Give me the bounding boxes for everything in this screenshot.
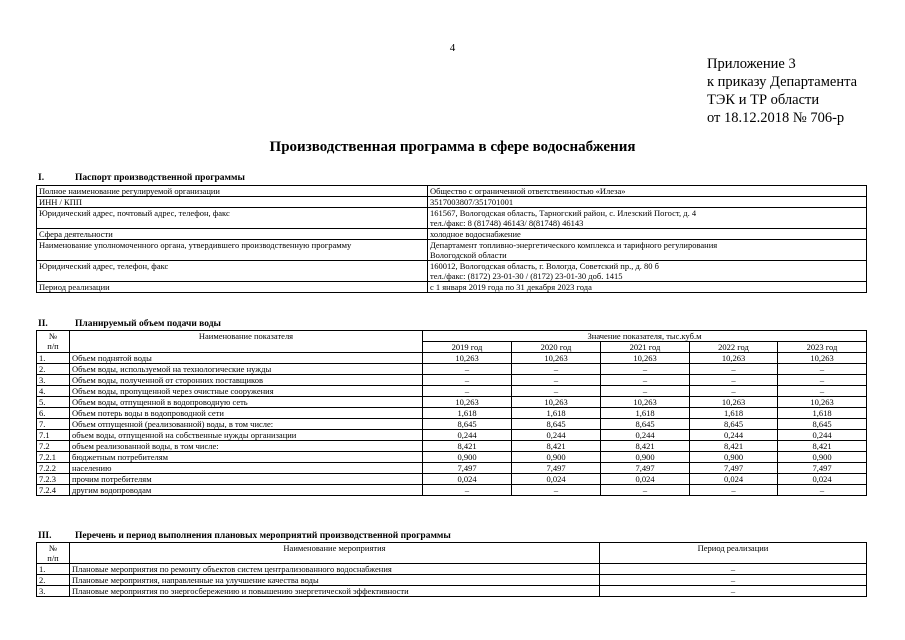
column-header-year: 2022 год [690, 342, 778, 353]
column-header-year: 2019 год [423, 342, 512, 353]
row-period: – [600, 564, 867, 575]
table-header-row [37, 543, 867, 564]
passport-table [36, 185, 867, 293]
row-value: 10,263 [512, 353, 601, 364]
column-header-name: Наименование показателя [70, 331, 423, 353]
document-title: Производственная программа в сфере водоснабжения [269, 139, 636, 155]
row-value: 1,618 [601, 408, 690, 419]
passport-value [428, 229, 867, 240]
section-3-title: Перечень и период выполнения плановых мероприятий производственной программы [75, 531, 451, 541]
row-value: 0,244 [423, 430, 512, 441]
passport-value-line: Департамент топливно-энергетического комплекса и тарифного регулирования [430, 240, 718, 250]
row-number: 7.2 [37, 441, 70, 452]
activities-table [36, 542, 867, 597]
row-value: 8,645 [690, 419, 778, 430]
row-value: – [601, 485, 690, 496]
table-header-row [37, 331, 867, 342]
row-value: 0,244 [778, 430, 867, 441]
passport-value-line: холодное водоснабжение [430, 229, 521, 239]
passport-label: ИНН / КПП [37, 197, 428, 208]
row-value: 8,421 [423, 441, 512, 452]
section-1-heading [38, 173, 245, 183]
row-value: 10,263 [601, 353, 690, 364]
table-row [37, 408, 867, 419]
column-header-year: 2020 год [512, 342, 601, 353]
row-name: Объем воды, полученной от сторонних поставщиков [70, 375, 423, 386]
appendix-line: ТЭК и ТР области [707, 92, 820, 108]
row-value: 10,263 [601, 397, 690, 408]
passport-value [428, 240, 867, 261]
table-row [37, 586, 867, 597]
row-value: 7,497 [778, 463, 867, 474]
row-value: 10,263 [690, 397, 778, 408]
row-value: 7,497 [601, 463, 690, 474]
table-row [37, 375, 867, 386]
table-row [37, 197, 867, 208]
row-name: объем воды, отпущенной на собственные нужды организации [70, 430, 423, 441]
row-value: 0,900 [690, 452, 778, 463]
row-number: 3. [37, 586, 70, 597]
row-number: 7.2.2 [37, 463, 70, 474]
row-name: Объем воды, отпущенной в водопроводную сеть [70, 397, 423, 408]
row-value: – [512, 386, 601, 397]
row-name: Объем воды, пропущенной через очистные сооружения [70, 386, 423, 397]
row-value: 0,024 [512, 474, 601, 485]
row-value: 8,645 [423, 419, 512, 430]
table-row [37, 282, 867, 293]
table-row [37, 208, 867, 229]
appendix-line: от 18.12.2018 № 706-р [707, 110, 845, 126]
row-value: 10,263 [778, 353, 867, 364]
passport-value [428, 208, 867, 229]
row-name: Плановые мероприятия по энергосбережению и повышению энергетической эффективности [70, 586, 600, 597]
passport-label: Полное наименование регулируемой организации [37, 186, 428, 197]
row-value: – [778, 375, 867, 386]
row-value: – [778, 485, 867, 496]
row-value: 7,497 [512, 463, 601, 474]
passport-value-line: Общество с ограниченной ответственностью «Илеза» [430, 186, 626, 196]
row-value: – [690, 485, 778, 496]
column-header-year: 2023 год [778, 342, 867, 353]
appendix-line: Приложение 3 [707, 56, 796, 72]
row-number: 6. [37, 408, 70, 419]
row-value: 8,421 [690, 441, 778, 452]
column-header-num: № п/п [37, 331, 70, 353]
row-value: – [601, 375, 690, 386]
row-value: 10,263 [423, 353, 512, 364]
row-value: 0,900 [423, 452, 512, 463]
section-2-heading [38, 319, 221, 329]
passport-value-line: 160012, Вологодская область, г. Вологда, Советский пр., д. 80 б [430, 261, 660, 271]
table-row [37, 474, 867, 485]
column-header-num: № п/п [37, 543, 70, 564]
row-value: – [601, 364, 690, 375]
table-row [37, 463, 867, 474]
row-value: 10,263 [423, 397, 512, 408]
row-name: Плановые мероприятия по ремонту объектов систем централизованного водоснабжения [70, 564, 600, 575]
row-name: населению [70, 463, 423, 474]
passport-value-line: тел./факс: (8172) 23-01-30 / (8172) 23-01-30 доб. 1415 [430, 271, 623, 281]
row-name: бюджетным потребителям [70, 452, 423, 463]
row-value: 1,618 [778, 408, 867, 419]
row-value: 0,244 [512, 430, 601, 441]
row-number: 7.2.4 [37, 485, 70, 496]
table-row [37, 240, 867, 261]
passport-value-line: с 1 января 2019 года по 31 декабря 2023 года [430, 282, 592, 292]
section-1-title: Паспорт производственной программы [75, 173, 245, 183]
row-name: Объем потерь воды в водопроводной сети [70, 408, 423, 419]
passport-value [428, 197, 867, 208]
page-number: 4 [449, 42, 456, 54]
row-value: – [690, 386, 778, 397]
table-row [37, 229, 867, 240]
row-value: 10,263 [512, 397, 601, 408]
table-row [37, 452, 867, 463]
row-period: – [600, 575, 867, 586]
section-1-number: I. [38, 173, 45, 183]
row-name: прочим потребителям [70, 474, 423, 485]
row-value: – [512, 485, 601, 496]
passport-value-line: Вологодской области [430, 250, 507, 260]
appendix-block [707, 55, 857, 127]
row-period: – [600, 586, 867, 597]
passport-value [428, 282, 867, 293]
row-value: 8,645 [512, 419, 601, 430]
passport-label: Наименование уполномоченного органа, утвердившего производственную программу [37, 240, 428, 261]
row-value: 0,244 [601, 430, 690, 441]
table-row [37, 575, 867, 586]
column-header-group: Значение показателя, тыс.куб.м [423, 331, 867, 342]
row-number: 7. [37, 419, 70, 430]
table-row [37, 386, 867, 397]
section-2-title: Планируемый объем подачи воды [75, 319, 221, 329]
row-value: 7,497 [423, 463, 512, 474]
row-value: 0,900 [778, 452, 867, 463]
passport-label: Период реализации [37, 282, 428, 293]
table-row [37, 441, 867, 452]
row-value: 8,421 [778, 441, 867, 452]
row-number: 7.2.1 [37, 452, 70, 463]
row-value: 10,263 [690, 353, 778, 364]
passport-label: Юридический адрес, телефон, факс [37, 261, 428, 282]
row-value: – [512, 375, 601, 386]
row-value: 0,900 [601, 452, 690, 463]
row-name: Объем отпущенной (реализованной) воды, в том числе: [70, 419, 423, 430]
passport-value-line: 161567, Вологодская область, Тарногский район, с. Илезский Погост, д. 4 [430, 208, 697, 218]
passport-label: Юридический адрес, почтовый адрес, телефон, факс [37, 208, 428, 229]
row-value: 1,618 [512, 408, 601, 419]
row-value: 10,263 [778, 397, 867, 408]
row-value: – [512, 364, 601, 375]
row-number: 2. [37, 364, 70, 375]
column-header-year: 2021 год [601, 342, 690, 353]
row-value: 0,244 [690, 430, 778, 441]
row-number: 1. [37, 564, 70, 575]
table-row [37, 564, 867, 575]
row-number: 7.1 [37, 430, 70, 441]
row-value: 8,645 [778, 419, 867, 430]
row-name: другим водопроводам [70, 485, 423, 496]
table-row [37, 186, 867, 197]
row-value: – [423, 485, 512, 496]
table-row [37, 397, 867, 408]
row-value: 0,024 [778, 474, 867, 485]
table-row [37, 419, 867, 430]
section-2-number: II. [38, 319, 48, 329]
row-value: – [601, 386, 690, 397]
row-number: 7.2.3 [37, 474, 70, 485]
row-name: Объем поднятой воды [70, 353, 423, 364]
column-header-period: Период реализации [600, 543, 867, 564]
row-number: 4. [37, 386, 70, 397]
row-name: Объем воды, используемой на технологические нужды [70, 364, 423, 375]
row-value: 8,421 [601, 441, 690, 452]
row-value: – [690, 375, 778, 386]
row-name: Плановые мероприятия, направленные на улучшение качества воды [70, 575, 600, 586]
row-value: 0,024 [690, 474, 778, 485]
section-3-heading [38, 531, 451, 541]
row-value: 0,900 [512, 452, 601, 463]
row-value: 1,618 [690, 408, 778, 419]
water-volume-table [36, 330, 867, 496]
row-number: 3. [37, 375, 70, 386]
row-name: объем реализованной воды, в том числе: [70, 441, 423, 452]
row-value: – [778, 364, 867, 375]
passport-label: Сфера деятельности [37, 229, 428, 240]
column-header-activity: Наименование мероприятия [70, 543, 600, 564]
row-value: 7,497 [690, 463, 778, 474]
row-number: 5. [37, 397, 70, 408]
row-value: 8,645 [601, 419, 690, 430]
passport-value-line: тел./факс: 8 (81748) 46143/ 8(81748) 46143 [430, 218, 584, 228]
passport-value [428, 186, 867, 197]
row-value: – [423, 364, 512, 375]
passport-value-line: 3517003807/351701001 [430, 197, 514, 207]
row-number: 1. [37, 353, 70, 364]
table-row [37, 485, 867, 496]
row-value: 0,024 [423, 474, 512, 485]
table-row [37, 364, 867, 375]
row-number: 2. [37, 575, 70, 586]
row-value: 1,618 [423, 408, 512, 419]
row-value: 8,421 [512, 441, 601, 452]
section-3-number: III. [38, 531, 52, 541]
row-value: – [423, 386, 512, 397]
row-value: – [423, 375, 512, 386]
table-row [37, 430, 867, 441]
row-value: – [690, 364, 778, 375]
appendix-line: к приказу Департамента [707, 74, 858, 90]
table-row [37, 261, 867, 282]
row-value: 0,024 [601, 474, 690, 485]
row-value: – [778, 386, 867, 397]
passport-value [428, 261, 867, 282]
table-row [37, 353, 867, 364]
